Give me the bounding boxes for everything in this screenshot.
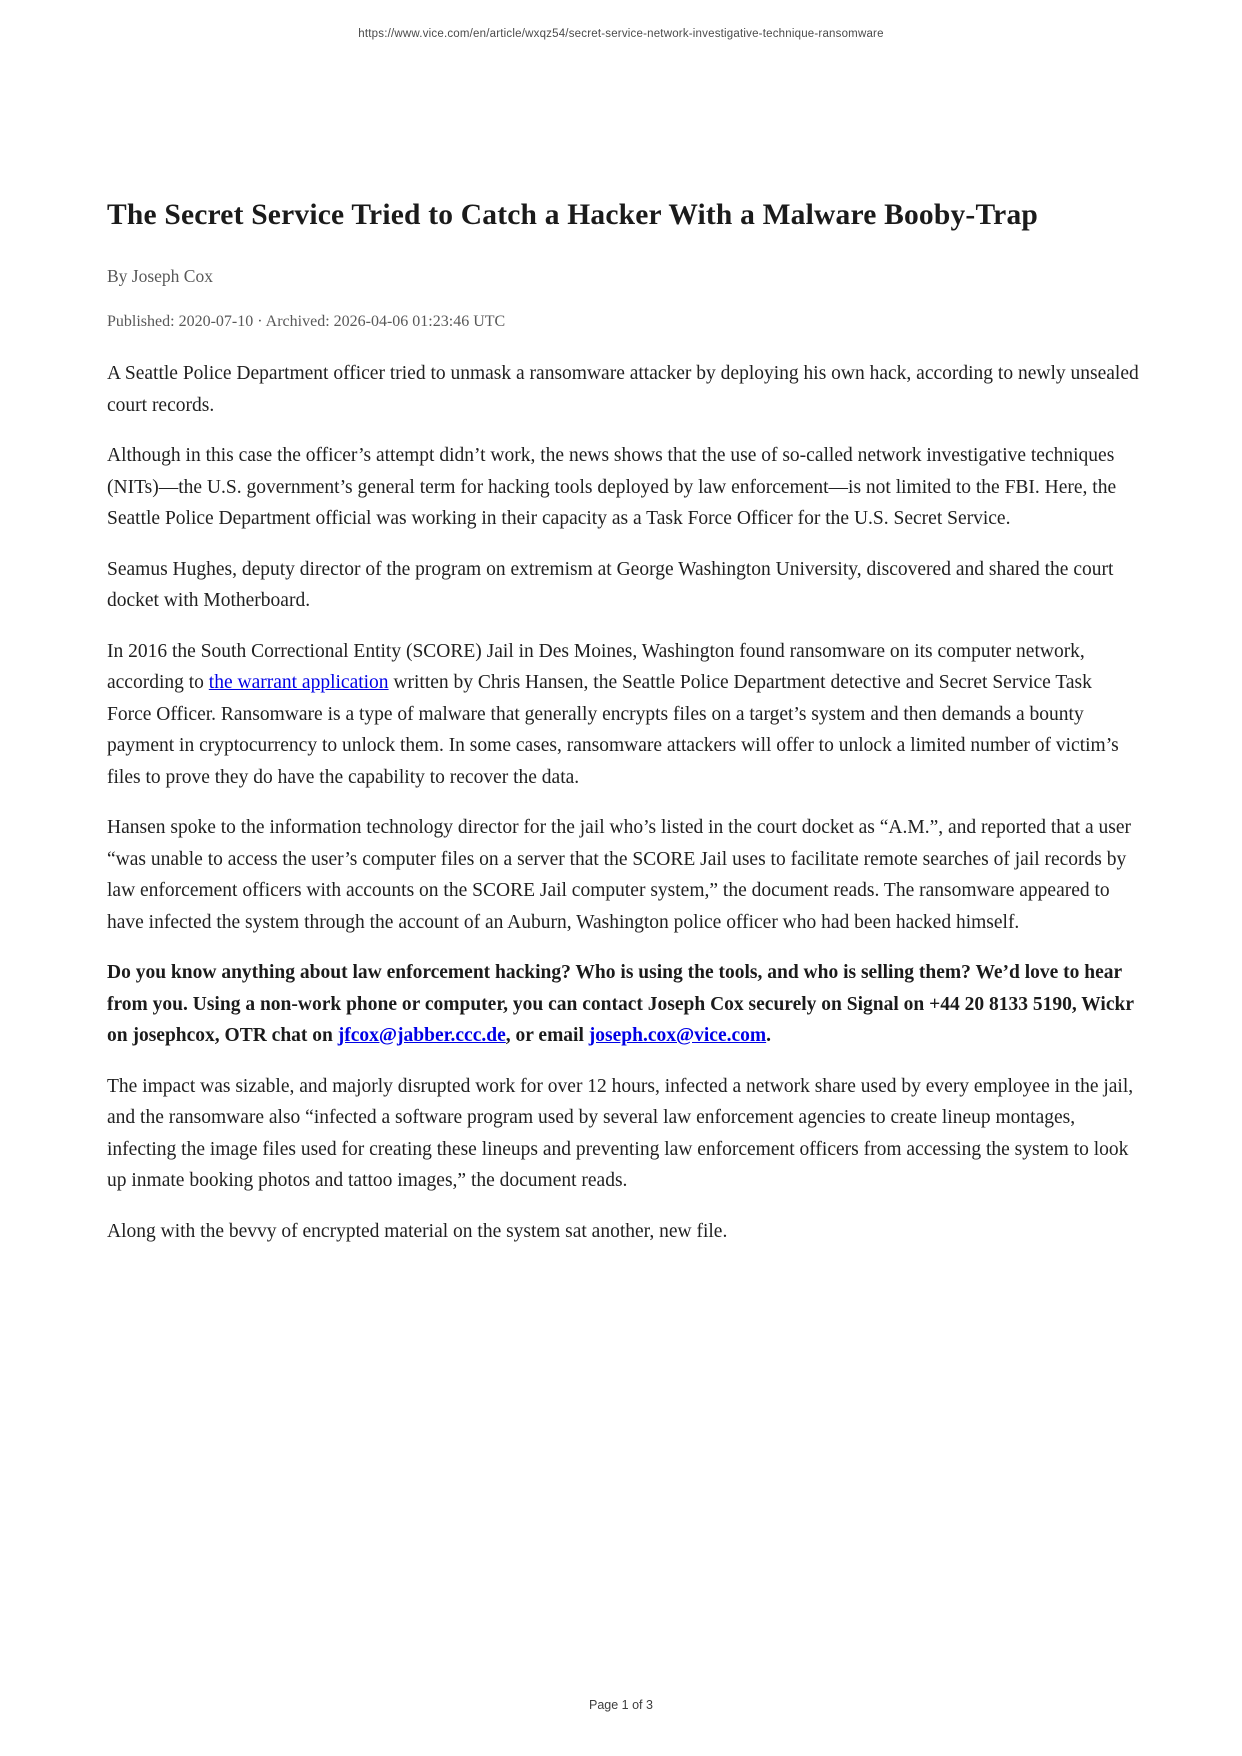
- paragraph-text: , or email: [505, 1025, 589, 1046]
- paragraph-text: Seamus Hughes, deputy director of the program on extremism at George Washington University, discovered and shared the court docket with Motherboard.: [107, 558, 1114, 611]
- published-archived-line: Published: 2020-07-10 · Archived: 2026-04-06 01:23:46 UTC: [107, 313, 506, 330]
- paragraph-text: Do you know anything about law enforcement hacking? Who is using the tools, and who is selling them? We’d love to hear from you. Using a non-work phone or computer, you can contact Joseph Cox securely on Signal on +44 20 8133 5190, Wickr on josephcox, OTR chat on: [107, 962, 1134, 1046]
- paragraph-text: In 2016 the South Correctional Entity (SCORE) Jail in Des Moines, Washington found ransomware on its computer network, according to: [107, 640, 1085, 693]
- article-byline: By Joseph Cox: [107, 266, 213, 286]
- paragraph-text: A Seattle Police Department officer tried to unmask a ransomware attacker by deploying his own hack, according to newly unsealed court records.: [107, 363, 1139, 416]
- paragraph-text: Hansen spoke to the information technology director for the jail who’s listed in the court docket as “A.M.”, and reported that a user “was unable to access the user’s computer files on a server that the SCORE Jail uses to facilitate remote searches of jail records by law enforcement officers with accounts on the SCORE Jail computer system,” the document reads. The ransomware appeared to have infected the system through the account of an Auburn, Washington police officer who had been hacked himself.: [107, 817, 1131, 933]
- inline-link[interactable]: jfcox@jabber.ccc.de: [337, 1025, 506, 1046]
- paragraph-text: The impact was sizable, and majorly disrupted work for over 12 hours, infected a network share used by every employee in the jail, and the ransomware also “infected a software program used by several law enforcement agencies to create lineup montages, infecting the image files used for creating these lineups and preventing law enforcement officers from accessing the system to look up inmate booking photos and tattoo images,” the document reads.: [107, 1075, 1134, 1191]
- article-paragraph: [107, 1216, 1140, 1248]
- page-number-footer: Page 1 of 3: [589, 1698, 653, 1712]
- paragraph-text: Although in this case the officer’s attempt didn’t work, the news shows that the use of so-called network investigative techniques (NITs)—the U.S. government’s general term for hacking tools deployed by law enforcement—is not limited to the FBI. Here, the Seattle Police Department official was working in their capacity as a Task Force Officer for the U.S. Secret Service.: [107, 445, 1117, 529]
- paragraph-text: .: [766, 1025, 772, 1046]
- article-paragraph: [107, 358, 1140, 421]
- inline-link[interactable]: joseph.cox@vice.com: [588, 1025, 767, 1046]
- paragraph-text: Along with the bevvy of encrypted material on the system sat another, new file.: [107, 1220, 728, 1242]
- article-paragraph: [107, 440, 1140, 535]
- article-paragraph-callout: [107, 957, 1140, 1052]
- article-paragraph: [107, 554, 1140, 617]
- article-paragraph: [107, 1071, 1140, 1197]
- inline-link[interactable]: the warrant application: [208, 672, 389, 693]
- article-paragraph: [107, 812, 1140, 938]
- article-body: [107, 358, 1140, 1247]
- browser-print-header-url: https://www.vice.com/en/article/wxqz54/secret-service-network-investigative-technique-ransomware: [358, 28, 884, 40]
- article-title: The Secret Service Tried to Catch a Hacker With a Malware Booby-Trap: [107, 199, 1038, 231]
- article: [107, 0, 1140, 1266]
- article-paragraph: [107, 636, 1140, 794]
- paragraph-text: written by Chris Hansen, the Seattle Police Department detective and Secret Service Task Force Officer. Ransomware is a type of malware that generally encrypts files on a target’s system and then demands a bounty payment in cryptocurrency to unlock them. In some cases, ransomware attackers will offer to unlock a limited number of victim’s files to prove they do have the capability to recover the data.: [107, 672, 1119, 788]
